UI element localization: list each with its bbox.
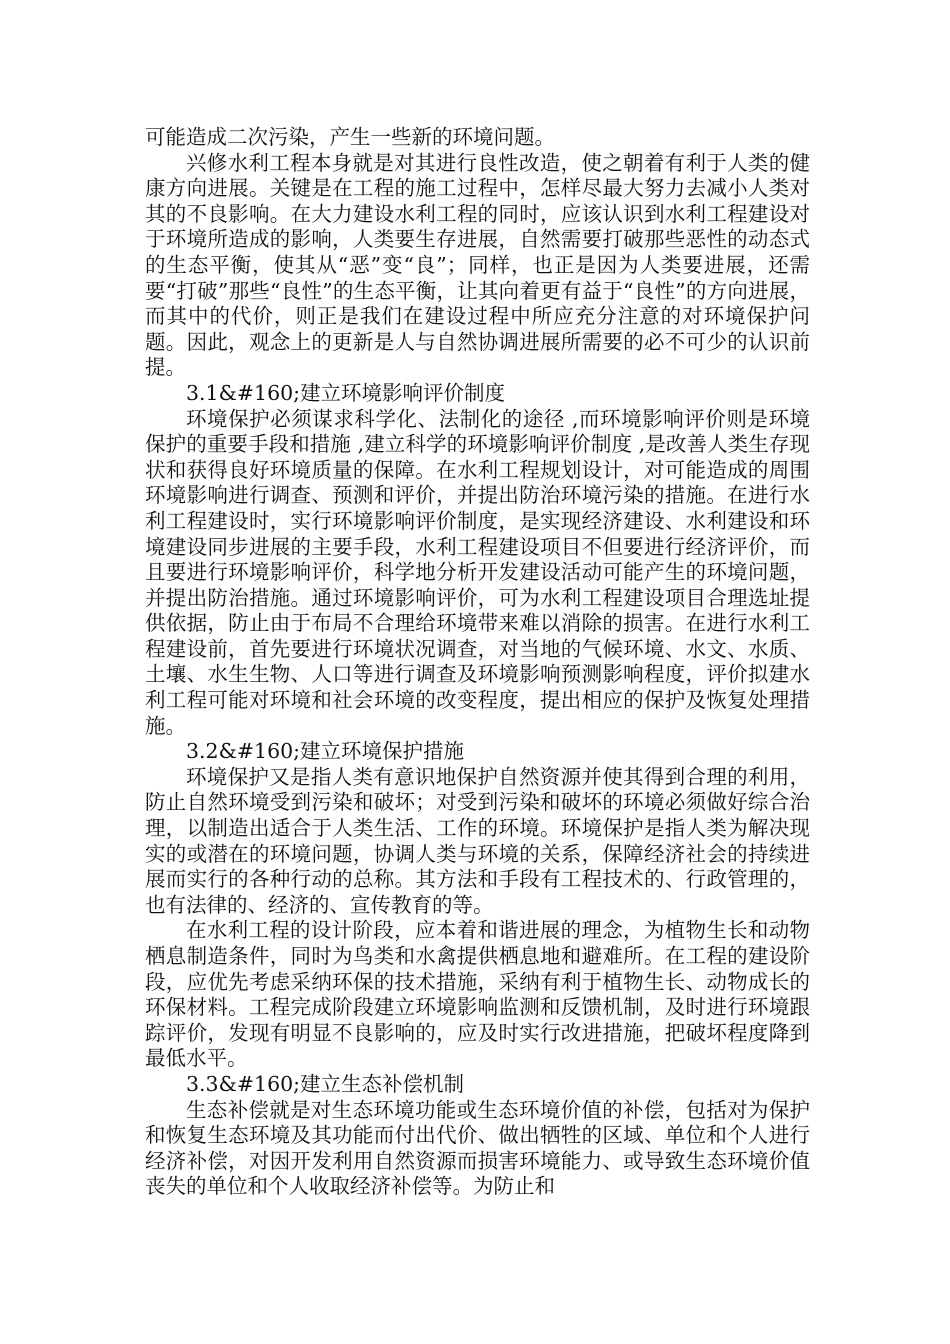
paragraph-project-impact: 兴修水利工程本身就是对其进行良性改造，使之朝着有利于人类的健康方向进展。关键是在工程的施工过程中，怎样尽最大努力去减小人类对其的不良影响。在大力建设水利工程的同时，应该认识到水利工程建设对于环境所造成的影响，人类要生存进展，自然需要打破那些恶性的动态式的生态平衡，使其从“恶”变“良”；同样，也正是因为人类要进展，还需要“打破”那些“良性”的生态平衡，让其向着更有益于“良性”的方向进展，而其中的代价，则正是我们在建设过程中所应充分注意的对环境保护问题。因此，观念上的更新是人与自然协调进展所需要的必不可少的认识前提。 (145, 150, 810, 380)
paragraph-eia-system: 环境保护必须谋求科学化、法制化的途径 ,而环境影响评价则是环境保护的重要手段和措施 ,建立科学的环境影响评价制度 ,是改善人类生存现状和获得良好环境质量的保障。在水利工程规划设计，对可能造成的周围环境影响进行调查、预测和评价，并提出防治环境污染的措施。在进行水利工程建设时，实行环境影响评价制度，是实现经济建设、水利建设和环境建设同步进展的主要手段，水利工程建设项目不但要进行经济评价，而且要进行环境影响评价，科学地分析开发建设活动可能产生的环境问题，并提出防治措施。通过环境影响评价，可为水利工程建设项目合理选址提供依据，防止由于布局不合理给环境带来难以消除的损害。在进行水利工程建设前，首先要进行环境状况调查，对当地的气候环境、水文、水质、土壤、水生生物、人口等进行调查及环境影响预测影响程度，评价拟建水利工程可能对环境和社会环境的改变程度，提出相应的保护及恢复处理措施。 (145, 406, 810, 738)
section-heading-3-1: 3.1&#160;建立环境影响评价制度 (186, 380, 506, 405)
section-heading-3-3: 3.3&#160;建立生态补偿机制 (186, 1071, 465, 1096)
paragraph-design-stage: 在水利工程的设计阶段，应本着和谐进展的理念，为植物生长和动物栖息制造条件，同时为鸟类和水禽提供栖息地和避难所。在工程的建设阶段，应优先考虑采纳环保的技术措施，采纳有利于植物生长、动物成长的环保材料。工程完成阶段建立环境影响监测和反馈机制，及时进行环境跟踪评价，发现有明显不良影响的，应及时实行改进措施，把破坏程度降到最低水平。 (145, 918, 810, 1071)
paragraph-continuation: 可能造成二次污染，产生一些新的环境问题。 (145, 125, 555, 149)
document-body (145, 125, 810, 1200)
section-heading-3-2: 3.2&#160;建立环境保护措施 (186, 739, 465, 764)
paragraph-eco-compensation: 生态补偿就是对生态环境功能或生态环境价值的补偿，包括对为保护和恢复生态环境及其功能而付出代价、做出牺牲的区域、单位和个人进行经济补偿，对因开发利用自然资源而损害环境能力、或导致生态环境价值丧失的单位和个人收取经济补偿等。为防止和 (145, 1097, 810, 1199)
paragraph-env-protection: 环境保护又是指人类有意识地保护自然资源并使其得到合理的利用，防止自然环境受到污染和破坏；对受到污染和破坏的环境必须做好综合治理，以制造出适合于人类生活、工作的环境。环境保护是指人类为解决现实的或潜在的环境问题，协调人类与环境的关系，保障经济社会的持续进展而实行的各种行动的总称。其方法和手段有工程技术的、行政管理的，也有法律的、经济的、宣传教育的等。 (145, 764, 810, 917)
